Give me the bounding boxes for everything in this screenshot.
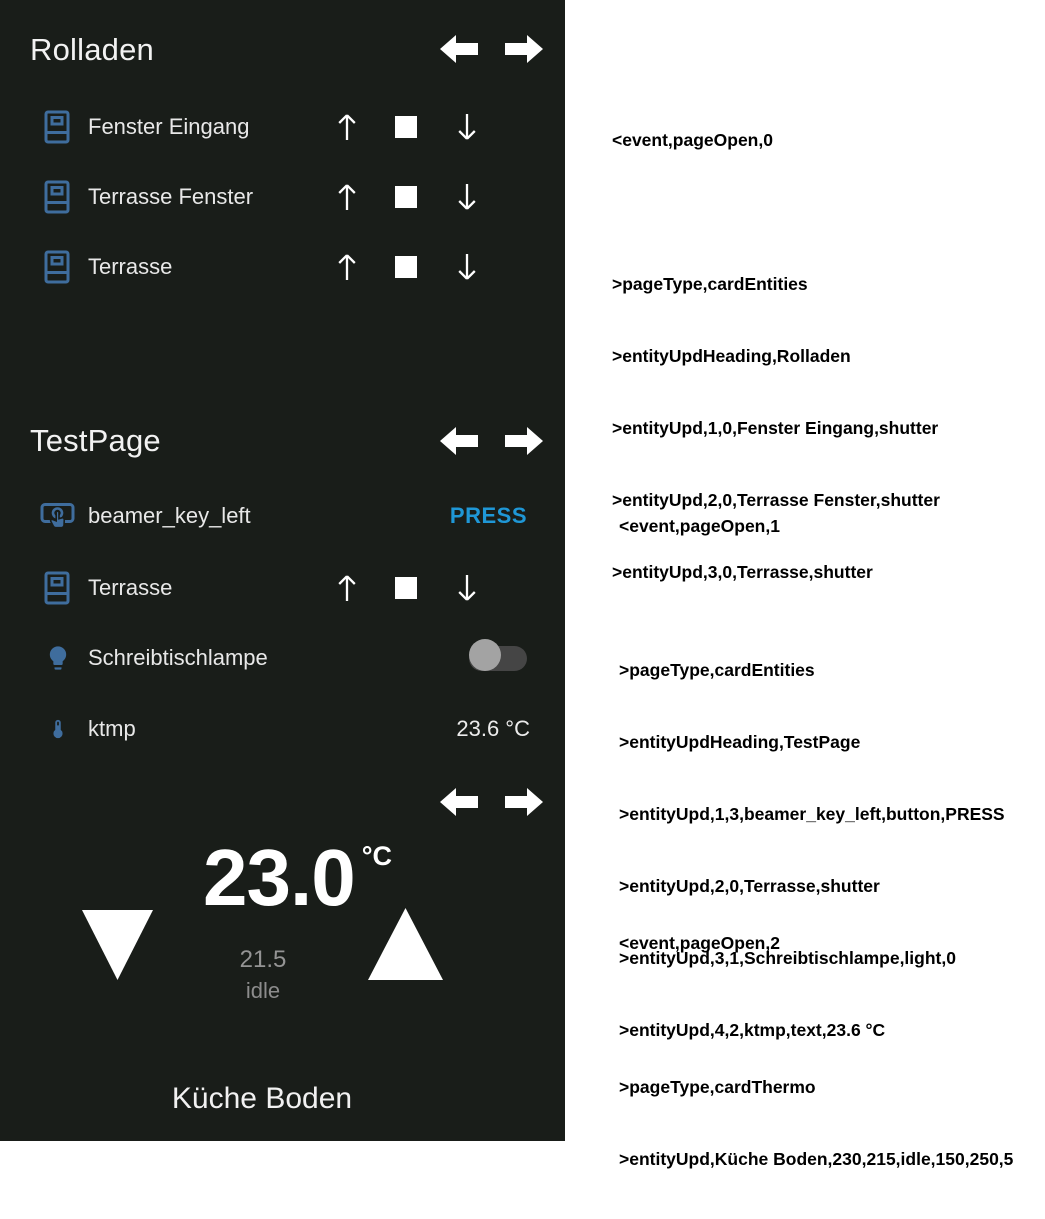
entity-row	[0, 636, 565, 680]
toggle-switch[interactable]	[469, 639, 529, 677]
card-entities-testpage	[0, 392, 565, 770]
window-shutter-icon	[44, 110, 70, 149]
entity-row	[0, 175, 565, 219]
current-temperature	[203, 833, 392, 922]
log-line: <event,pageOpen,0	[612, 130, 773, 150]
target-temperature: 21.5	[239, 946, 287, 973]
log-line: <event,pageOpen,2	[619, 933, 780, 953]
page-title: TestPage	[30, 423, 161, 458]
arrow-left-icon[interactable]	[440, 786, 478, 818]
entity-row	[0, 105, 565, 149]
entity-name: Terrasse	[88, 575, 173, 600]
entity-name: Terrasse Fenster	[88, 184, 254, 209]
hvac-state: idle	[245, 978, 281, 1003]
lightbulb-icon	[44, 642, 72, 679]
entity-row	[0, 494, 565, 538]
entity-name: Fenster Eingang	[88, 114, 250, 139]
log-gap	[619, 1003, 1013, 1027]
entity-value: 23.6 °C	[456, 716, 530, 741]
toggle-knob	[469, 639, 501, 671]
entity-name: beamer_key_left	[88, 503, 251, 528]
protocol-log-block-3	[619, 883, 1013, 1219]
shutter-down-button[interactable]	[456, 252, 478, 282]
log-line: >entityUpd,3,0,Terrasse,shutter	[612, 562, 873, 582]
temp-increase-button[interactable]	[368, 908, 443, 985]
log-line: >entityUpd,1,0,Fenster Eingang,shutter	[612, 418, 939, 438]
thermostat-name: Küche Boden	[171, 1082, 353, 1115]
shutter-stop-button[interactable]	[395, 256, 417, 278]
window-shutter-icon	[44, 571, 70, 610]
log-line: <event,pageOpen,1	[619, 516, 780, 536]
shutter-down-button[interactable]	[456, 182, 478, 212]
arrow-right-icon[interactable]	[505, 786, 543, 818]
log-line: >entityUpd,4,2,ktmp,text,23.6 °C	[619, 1020, 886, 1040]
entity-name: Terrasse	[88, 254, 173, 279]
press-button[interactable]: PRESS	[449, 503, 527, 528]
log-line: >entityUpdHeading,Rolladen	[612, 346, 851, 366]
entity-row	[0, 245, 565, 289]
temp-decrease-button[interactable]	[82, 910, 153, 985]
shutter-up-button[interactable]	[336, 252, 358, 282]
gesture-tap-button-icon	[40, 502, 76, 539]
page-title: Rolladen	[30, 32, 154, 67]
log-line: >entityUpd,2,0,Terrasse Fenster,shutter	[612, 490, 940, 510]
log-line: >pageType,cardEntities	[619, 660, 815, 680]
shutter-up-button[interactable]	[336, 112, 358, 142]
thermometer-icon	[47, 712, 69, 751]
log-line: >entityUpd,Küche Boden,230,215,idle,150,250,5	[619, 1149, 1014, 1169]
log-line: >entityUpd,2,0,Terrasse,shutter	[619, 876, 880, 896]
card-entities-rolladen	[0, 0, 565, 392]
shutter-down-button[interactable]	[456, 573, 478, 603]
entity-row	[0, 707, 565, 751]
window-shutter-icon	[44, 250, 70, 289]
entity-name: Schreibtischlampe	[88, 645, 268, 670]
entity-name: ktmp	[88, 716, 136, 741]
arrow-right-icon[interactable]	[505, 33, 543, 65]
entity-row	[0, 566, 565, 610]
log-gap	[612, 200, 940, 224]
shutter-down-button[interactable]	[456, 112, 478, 142]
log-gap	[619, 586, 1005, 610]
arrow-left-icon[interactable]	[440, 425, 478, 457]
shutter-stop-button[interactable]	[395, 186, 417, 208]
log-line: >entityUpdHeading,TestPage	[619, 732, 861, 752]
log-line: >entityUpd,3,1,Schreibtischlampe,light,0	[619, 948, 956, 968]
log-line: >entityUpd,1,3,beamer_key_left,button,PRESS	[619, 804, 1005, 824]
window-shutter-icon	[44, 180, 70, 219]
shutter-stop-button[interactable]	[395, 577, 417, 599]
shutter-stop-button[interactable]	[395, 116, 417, 138]
log-line: >pageType,cardThermo	[619, 1077, 816, 1097]
shutter-up-button[interactable]	[336, 182, 358, 212]
log-line: >pageType,cardEntities	[612, 274, 808, 294]
shutter-up-button[interactable]	[336, 573, 358, 603]
current-temperature-value: 23.0	[203, 833, 355, 922]
temperature-unit: °C	[361, 841, 392, 871]
arrow-right-icon[interactable]	[505, 425, 543, 457]
arrow-left-icon[interactable]	[440, 33, 478, 65]
